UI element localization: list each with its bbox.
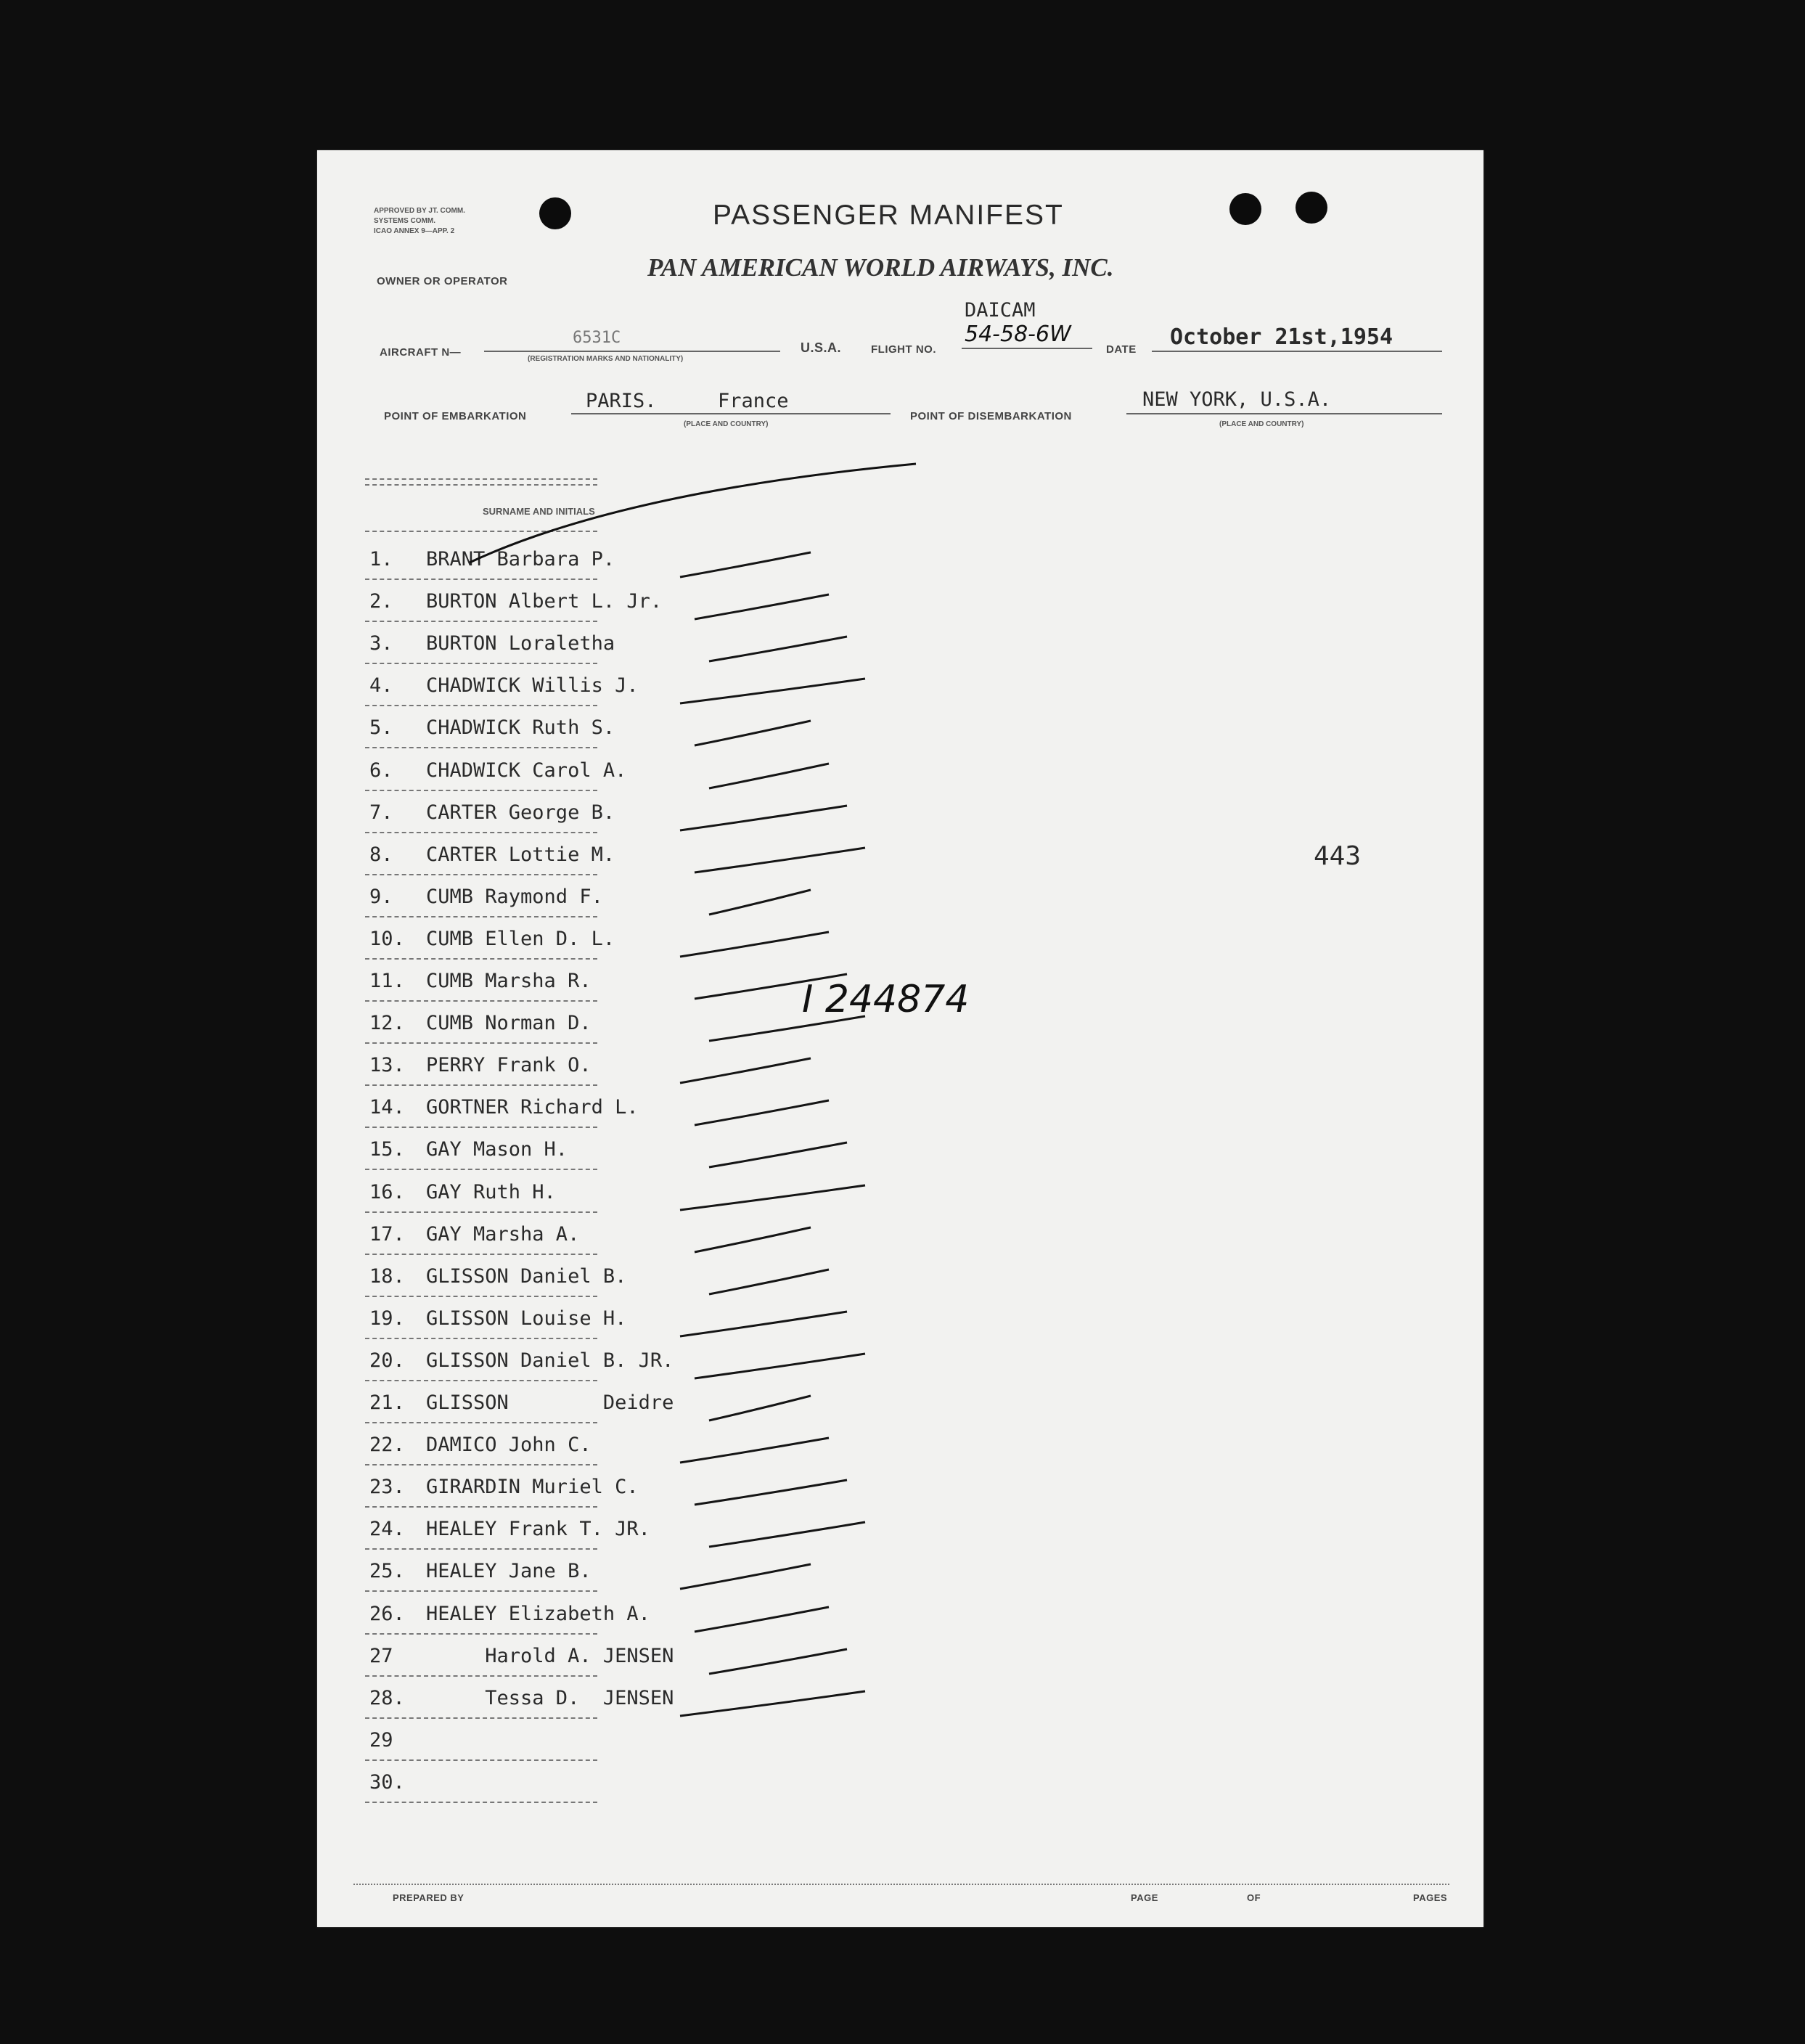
passenger-name: HEALEY Jane B. [426,1560,592,1582]
aircraft-sublabel: (REGISTRATION MARKS AND NATIONALITY) [528,355,684,363]
passenger-number: 25. [369,1560,405,1582]
passenger-number: 9. [369,886,393,908]
embark-city: PARIS. [586,390,657,412]
prepared-by-label: PREPARED BY [393,1892,464,1903]
flight-value-top: DAICAM [965,299,1036,322]
passenger-number: 2. [369,590,393,613]
date-value: October 21st,1954 [1170,324,1393,350]
pen-check-strokes [317,150,1483,1927]
passenger-number: 23. [369,1476,405,1498]
check-stroke [695,1100,829,1125]
passenger-number: 20. [369,1349,405,1372]
passenger-name: BURTON Loraletha [426,632,615,655]
approval-note-line-2: SYSTEMS COMM. [374,217,436,225]
passenger-name: GLISSON Deidre [426,1391,674,1414]
disembark-label: POINT OF DISEMBARKATION [910,410,1072,422]
approval-note-line-3: ICAO ANNEX 9—APP. 2 [374,227,455,235]
check-stroke [680,1312,847,1336]
page-title: PASSENGER MANIFEST [713,200,1064,231]
owner-value: PAN AMERICAN WORLD AIRWAYS, INC. [647,253,1114,282]
check-stroke [709,1522,865,1547]
passenger-number: 27 [369,1645,393,1667]
check-stroke [695,594,829,619]
check-stroke [695,848,865,872]
passenger-name: GLISSON Daniel B. JR. [426,1349,674,1372]
passenger-name: CHADWICK Ruth S. [426,716,615,739]
passenger-name: GAY Marsha A. [426,1223,580,1246]
passenger-number: 28. [369,1687,405,1709]
passenger-name: CUMB Ellen D. L. [426,928,615,950]
passenger-name: CUMB Raymond F. [426,886,603,908]
passenger-number: 10. [369,928,405,950]
passenger-number: 3. [369,632,393,655]
passenger-number: 11. [369,970,405,992]
passenger-name: DAMICO John C. [426,1434,592,1456]
check-stroke [709,1649,847,1674]
usa-label: U.S.A. [801,340,842,355]
flight-label: FLIGHT NO. [871,343,936,356]
check-stroke [709,1270,829,1294]
pages-label: PAGES [1413,1892,1448,1903]
aircraft-value: 6531C [573,329,621,347]
check-stroke [680,1564,811,1589]
passenger-number: 1. [369,548,393,571]
passenger-number: 6. [369,759,393,782]
owner-label: OWNER OR OPERATOR [377,275,508,287]
passenger-name: BRANT Barbara P. [426,548,615,571]
passenger-number: 5. [369,716,393,739]
passenger-name: GLISSON Daniel B. [426,1265,627,1288]
passenger-number: 18. [369,1265,405,1288]
handwritten-id: I 244874 [802,978,970,1021]
passenger-number: 17. [369,1223,405,1246]
flight-number: 54-58-6W [965,322,1071,347]
check-stroke [680,1058,811,1083]
manifest-sheet [317,150,1483,1927]
passenger-name: GORTNER Richard L. [426,1096,639,1119]
passenger-name: GLISSON Louise H. [426,1307,627,1330]
check-stroke [680,1185,865,1210]
passenger-number: 4. [369,674,393,697]
passenger-number: 24. [369,1518,405,1540]
page-label: PAGE [1131,1892,1158,1903]
check-stroke [470,464,916,563]
passenger-name: BURTON Albert L. Jr. [426,590,663,613]
passenger-number: 7. [369,801,393,824]
passenger-name: Harold A. JENSEN [426,1645,674,1667]
passenger-number: 21. [369,1391,405,1414]
check-stroke [680,679,865,703]
passenger-name: Tessa D. JENSEN [426,1687,674,1709]
disembark-value: NEW YORK, U.S.A. [1142,388,1332,411]
passenger-name: HEALEY Elizabeth A. [426,1603,650,1625]
check-stroke [695,974,847,999]
passenger-number: 13. [369,1054,405,1076]
check-stroke [695,1607,829,1632]
passenger-number: 14. [369,1096,405,1119]
approval-note-line-1: APPROVED BY JT. COMM. [374,207,465,215]
passenger-name: CUMB Marsha R. [426,970,592,992]
check-stroke [695,1227,811,1252]
disembark-sublabel: (PLACE AND COUNTRY) [1219,420,1304,428]
check-stroke [695,1480,847,1505]
passenger-name: CARTER George B. [426,801,615,824]
of-label: OF [1247,1892,1261,1903]
passenger-name: GIRARDIN Muriel C. [426,1476,639,1498]
column-header: SURNAME AND INITIALS [483,506,595,517]
passenger-name: PERRY Frank O. [426,1054,592,1076]
check-stroke [680,806,847,830]
passenger-number: 19. [369,1307,405,1330]
passenger-name: CHADWICK Carol A. [426,759,627,782]
check-stroke [680,932,829,957]
passenger-name: GAY Ruth H. [426,1181,556,1203]
embark-sublabel: (PLACE AND COUNTRY) [684,420,769,428]
check-stroke [709,1142,847,1167]
passenger-name: CUMB Norman D. [426,1012,592,1034]
passenger-name: CHADWICK Willis J. [426,674,639,697]
stamp-number: 443 [1314,841,1362,871]
check-stroke [709,890,811,915]
check-stroke [709,637,847,661]
passenger-name: CARTER Lottie M. [426,843,615,866]
embark-label: POINT OF EMBARKATION [384,410,527,422]
check-stroke [709,1396,811,1420]
passenger-name: GAY Mason H. [426,1138,568,1161]
passenger-number: 29 [369,1729,393,1751]
aircraft-label: AIRCRAFT N— [380,346,462,359]
passenger-number: 16. [369,1181,405,1203]
check-stroke [695,721,811,745]
check-stroke [709,1016,865,1041]
embark-country: France [718,390,789,412]
check-stroke [709,764,829,788]
passenger-number: 8. [369,843,393,866]
passenger-number: 30. [369,1771,405,1794]
check-stroke [680,552,811,577]
passenger-number: 15. [369,1138,405,1161]
passenger-number: 12. [369,1012,405,1034]
date-label: DATE [1106,343,1137,356]
check-stroke [695,1354,865,1378]
check-stroke [680,1691,865,1716]
passenger-name: HEALEY Frank T. JR. [426,1518,650,1540]
check-stroke [680,1438,829,1463]
passenger-number: 22. [369,1434,405,1456]
passenger-number: 26. [369,1603,405,1625]
